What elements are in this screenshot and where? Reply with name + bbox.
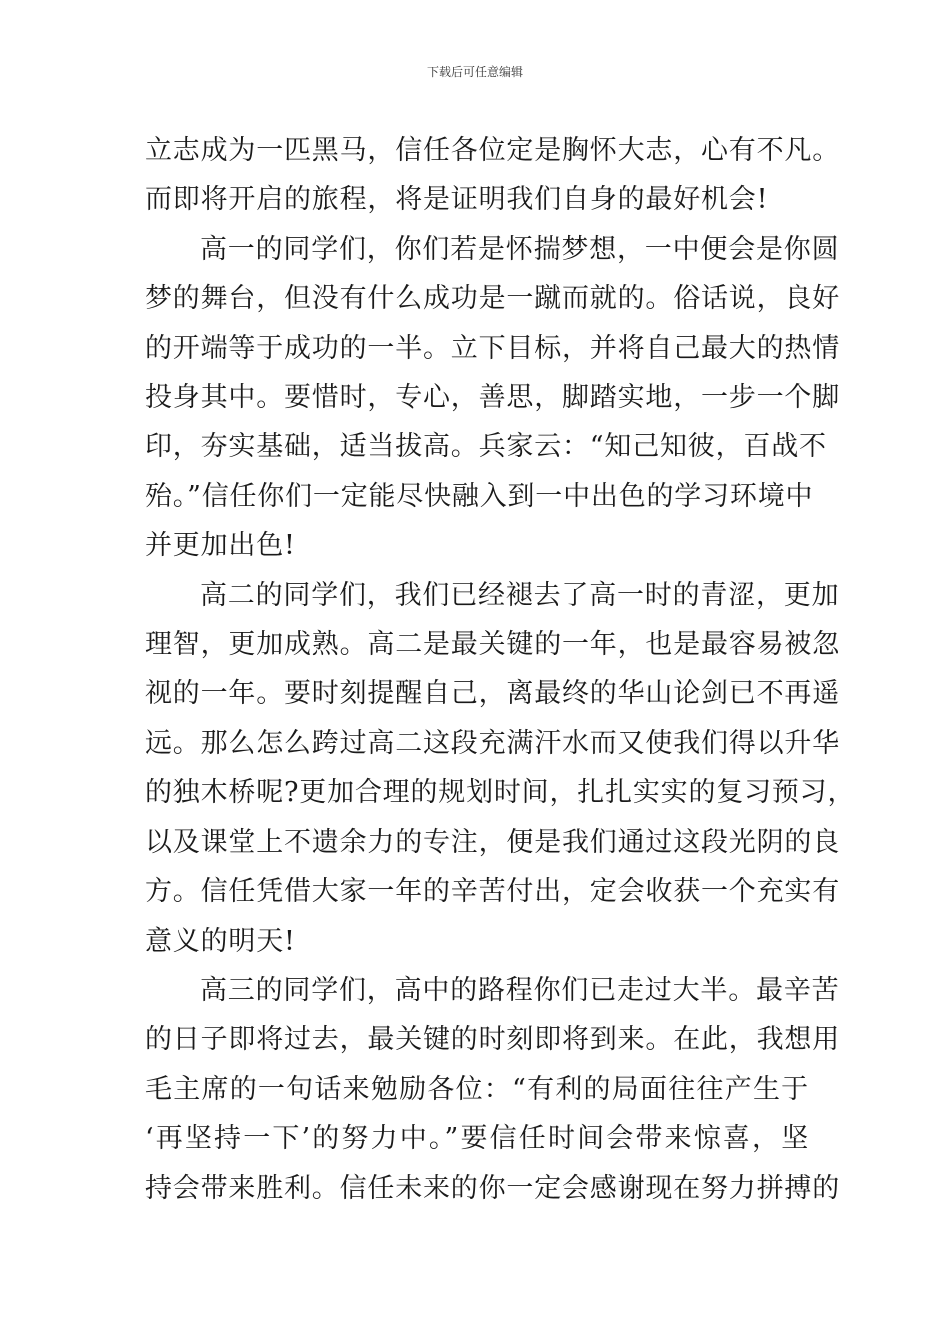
text-line: 立志成为一匹黑马，信任各位定是胸怀大志，心有不凡。 <box>145 135 840 166</box>
paragraph-1 <box>145 126 840 225</box>
text-line: 殆。”信任你们一定能尽快融入到一中出色的学习环境中 <box>145 480 814 512</box>
text-line: 梦的舞台，但没有什么成功是一蹴而就的。俗话说，良好 <box>145 283 840 315</box>
text-line: 并更加出色! <box>145 530 296 562</box>
paragraph-2 <box>145 225 840 571</box>
text-line: 高二的同学们，我们已经褪去了高一时的青涩，更加 <box>200 579 840 611</box>
paragraph-4 <box>145 966 840 1213</box>
text-line: 印，夯实基础，适当拔高。兵家云：“知己知彼，百战不 <box>145 431 827 463</box>
page-header: 下载后可任意编辑 <box>426 65 523 79</box>
text-line: 毛主席的一句话来勉励各位：“有利的局面往往产生于 <box>145 1073 809 1105</box>
text-line: 的日子即将过去，最关键的时刻即将到来。在此，我想用 <box>145 1024 840 1056</box>
text-line: 的开端等于成功的一半。立下目标，并将自己最大的热情 <box>145 332 840 364</box>
paragraph-3 <box>145 571 856 966</box>
text-line: 高三的同学们，高中的路程你们已走过大半。最辛苦 <box>200 974 840 1006</box>
text-line: 持会带来胜利。信任未来的你一定会感谢现在努力拼搏的 <box>145 1172 840 1204</box>
text-line: 理智，更加成熟。高二是最关键的一年，也是最容易被忽 <box>145 629 840 661</box>
text-line: 远。那么怎么跨过高二这段充满汗水而又使我们得以升华 <box>145 727 840 759</box>
text-line: 高一的同学们，你们若是怀揣梦想，一中便会是你圆 <box>200 233 840 265</box>
text-line: 方。信任凭借大家一年的辛苦付出，定会收获一个充实有 <box>145 876 840 908</box>
text-line: 视的一年。要时刻提醒自己，离最终的华山论剑已不再遥 <box>145 678 840 710</box>
document-body <box>145 126 856 1213</box>
text-line: ‘再坚持一下’的努力中。”要信任时间会带来惊喜，坚 <box>145 1123 809 1155</box>
text-line: 意义的明天! <box>145 925 296 957</box>
text-line: 而即将开启的旅程，将是证明我们自身的最好机会! <box>145 184 769 216</box>
text-line: 投身其中。要惜时，专心，善思，脚踏实地，一步一个脚 <box>145 382 840 414</box>
text-line: 以及课堂上不遗余力的专注，便是我们通过这段光阴的良 <box>145 826 840 858</box>
text-line: 的独木桥呢?更加合理的规划时间，扎扎实实的复习预习， <box>145 777 856 809</box>
